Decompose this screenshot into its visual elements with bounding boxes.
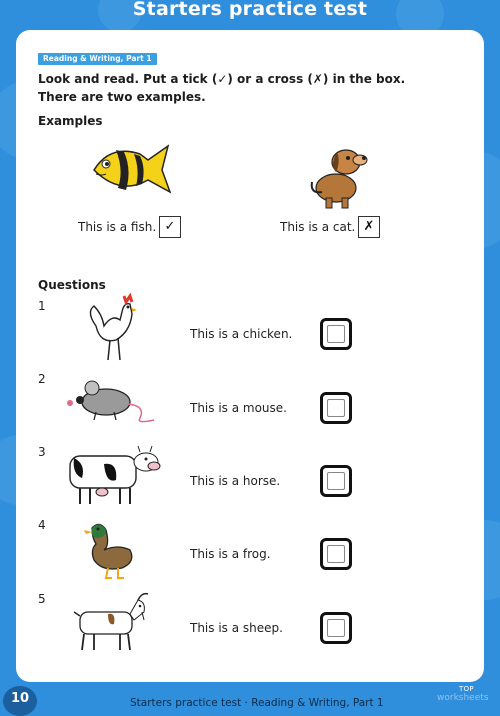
fish-icon xyxy=(90,140,172,198)
question-number-2: 2 xyxy=(38,372,46,386)
question-sentence-4: This is a frog. xyxy=(190,547,271,561)
answer-box-2[interactable] xyxy=(320,392,352,424)
answer-box-3[interactable] xyxy=(320,465,352,497)
instruction-line-1: Look and read. Put a tick (✓) or a cross (✗) in the box. xyxy=(38,72,406,86)
example-sentence-1: This is a fish. xyxy=(78,220,157,234)
answer-box-1[interactable] xyxy=(320,318,352,350)
footer-text: Starters practice test · Reading & Writing, Part 1 xyxy=(130,697,384,709)
dog-icon xyxy=(304,142,374,210)
worksheet xyxy=(16,30,484,682)
questions-heading: Questions xyxy=(38,278,106,292)
answer-box-4[interactable] xyxy=(320,538,352,570)
example-answer-box-2: ✗ xyxy=(358,216,380,238)
example-answer-box-1: ✓ xyxy=(159,216,181,238)
chicken-icon xyxy=(82,292,138,364)
page-title: Starters practice test xyxy=(132,0,368,20)
question-sentence-1: This is a chicken. xyxy=(190,327,293,341)
example-sentence-2: This is a cat. xyxy=(280,220,356,234)
top-marker: TOP xyxy=(459,685,474,693)
question-number-1: 1 xyxy=(38,299,46,313)
examples-heading: Examples xyxy=(38,114,103,128)
cow-icon xyxy=(64,444,164,506)
question-sentence-5: This is a sheep. xyxy=(190,621,283,635)
section-tag: Reading & Writing, Part 1 xyxy=(38,53,157,65)
mouse-icon xyxy=(66,376,156,424)
page-number-badge: 10 xyxy=(3,686,37,716)
question-sentence-2: This is a mouse. xyxy=(190,401,287,415)
question-number-3: 3 xyxy=(38,445,46,459)
question-number-4: 4 xyxy=(38,518,46,532)
question-sentence-3: This is a horse. xyxy=(190,474,281,488)
question-number-5: 5 xyxy=(38,592,46,606)
duck-icon xyxy=(82,520,138,580)
answer-box-5[interactable] xyxy=(320,612,352,644)
goat-icon xyxy=(72,590,156,654)
instruction-line-2: There are two examples. xyxy=(38,90,206,104)
watermark: worksheets xyxy=(437,693,489,703)
